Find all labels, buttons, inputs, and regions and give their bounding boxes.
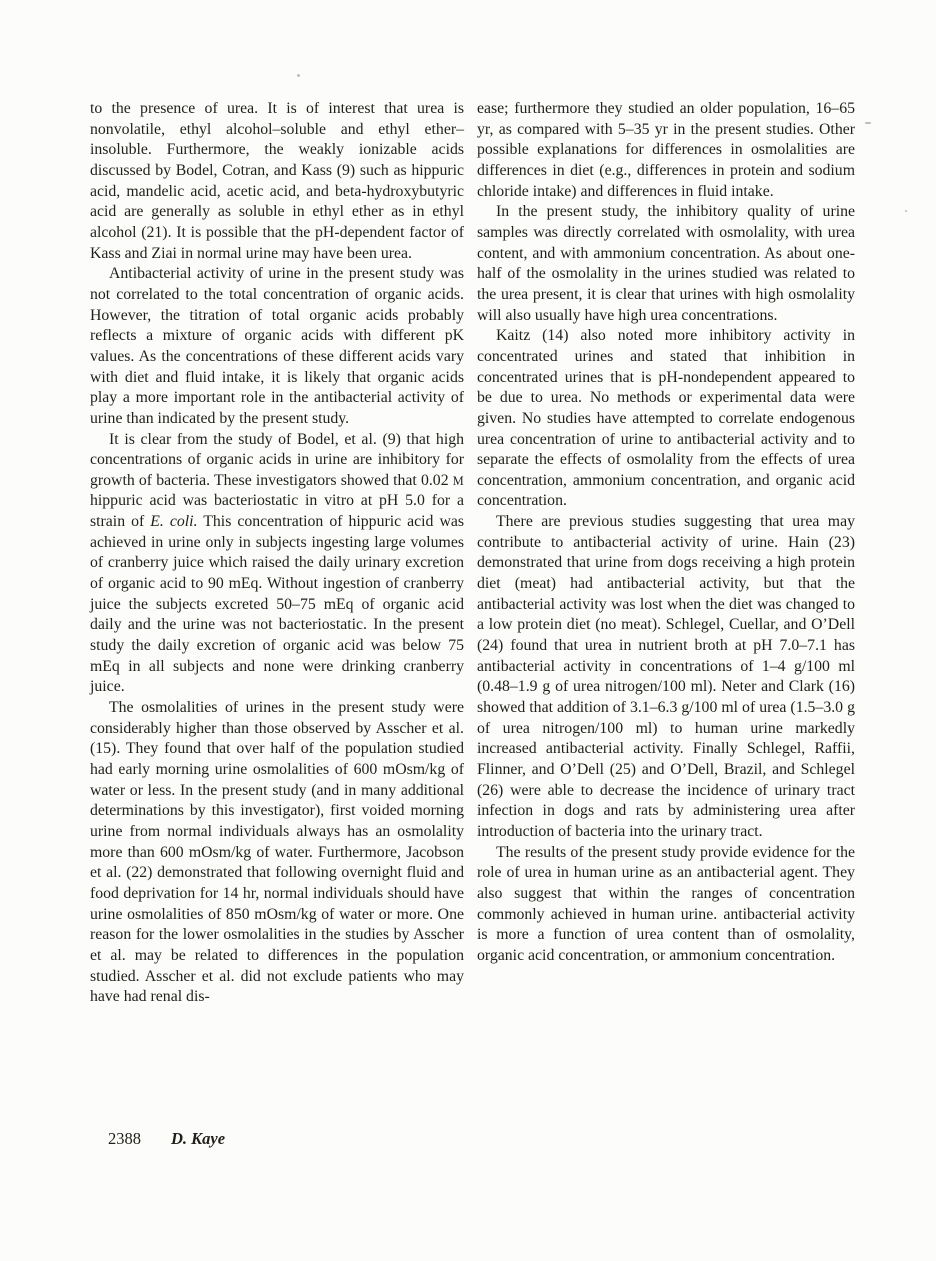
page-number: 2388 (108, 1129, 141, 1148)
paragraph-osmolalities-comparison: The osmolalities of urines in the present study were considerably higher than those observed by Asscher et al. (15). They found that over half of the population studied had early morning urine osmolalities of 600 mOsm/kg of water or less. In the present study (and in many additional determinations by this investigator), first voided morning urine from normal individuals always has an osmolality more than 600 mOsm/kg of water. Furthermore, Jacobson et al. (22) demonstrated that following overnight fluid and food deprivation for 14 hr, normal individuals should have urine osmolalities of 850 mOsm/kg of water or more. One reason for the lower osmolalities in the studies by Asscher et al. may be related to differences in the population studied. Asscher et al. did not exclude patients who may have had renal dis- (90, 699, 464, 1006)
scan-speck (905, 210, 907, 212)
right-column (477, 99, 855, 967)
scan-speck (865, 122, 871, 124)
paragraph-urea-solubility: to the presence of urea. It is of interest that urea is nonvolatile, ethyl alcohol–soluble and ethyl ether–insoluble. Furthermore, the weakly ionizable acids discussed by Bodel, Cotran, and Kass (9) such as hippuric acid, mandelic acid, acetic acid, and beta-hydroxybutyric acid are generally as soluble in ethyl ether as in ethyl alcohol (21). It is possible that the pH-dependent factor of Kass and Ziai in normal urine may have been urea. (90, 100, 464, 262)
scan-speck (297, 74, 300, 77)
running-author: D. Kaye (171, 1129, 226, 1148)
paragraph-study-conclusions: The results of the present study provide evidence for the role of urea in human urine as an antibacterial agent. They also suggest that within the ranges of concentration commonly achieved in human urine. antibacterial activity is more a function of urea content than of osmolality, organic acid concentration, or ammonium concentration. (477, 843, 855, 964)
paragraph-bodel-hippuric-acid (90, 430, 464, 699)
molar-symbol: M (452, 473, 464, 488)
text-run: hippuric acid was bacteriostatic in vitro at pH 5.0 for a strain of (90, 492, 464, 531)
text-run: This concentration of hippuric acid was achieved in urine only in subjects ingesting large volumes of cranberry juice which raised the daily urinary excretion of organic acid to 90 mEq. Without ingestion of cranberry juice the subjects excreted 50–75 mEq of organic acid daily and the urine was not bacteriostatic. In the present study the daily excretion of organic acid was below 75 mEq in all subjects and none were drinking cranberry juice. (90, 513, 465, 696)
paragraph-organic-acid-correlation: Antibacterial activity of urine in the present study was not correlated to the total concentration of organic acids. However, the titration of total organic acids probably reflects a mixture of organic acids with different pK values. As the concentrations of these different acids vary with diet and fluid intake, it is likely that organic acids play a more important role in the antibacterial activity of urine than indicated by the present study. (90, 265, 464, 427)
species-name: E. coli. (150, 513, 198, 531)
text-run: It is clear from the study of Bodel, et al. (9) that high concentrations of organic acids in urine are inhibitory for growth of bacteria. These investigators showed that 0.02 (90, 430, 464, 489)
page-footer (108, 1129, 225, 1149)
paragraph-population-differences: ease; furthermore they studied an older population, 16–65 yr, as compared with 5–35 yr in the present studies. Other possible explanations for differences in osmolalities are differences in diet (e.g., differences in protein and sodium chloride intake) and differences in fluid intake. (477, 100, 855, 200)
paragraph-kaitz-observation: Kaitz (14) also noted more inhibitory activity in concentrated urines and stated that inhibition in concentrated urines that is pH-nondependent appeared to be due to urea. No methods or experimental data were given. No studies have attempted to correlate endogenous urea concentration of urine to antibacterial activity and to separate the effects of osmolality from the effects of urea concentration, ammonium concentration, and organic acid concentration. (477, 327, 855, 510)
paragraph-inhibitory-quality: In the present study, the inhibitory quality of urine samples was directly correlated with osmolality, with urea content, and with ammonium concentration. As about one-half of the osmolality in the urines studied was related to the urea present, it is clear that urines with high osmolality will also usually have high urea concentrations. (477, 203, 855, 324)
paragraph-previous-urea-studies: There are previous studies suggesting that urea may contribute to antibacterial activity of urine. Hain (23) demonstrated that urine from dogs receiving a high protein diet (meat) had antibacterial activity, but that the antibacterial activity was lost when the diet was changed to a low protein diet (no meat). Schlegel, Cuellar, and O’Dell (24) found that urea in nutrient broth at pH 7.0–7.1 has antibacterial activity in concentrations of 1–4 g/100 ml (0.48–1.9 g of urea nitrogen/100 ml). Neter and Clark (16) showed that addition of 3.1–6.3 g/100 ml of urea (1.5–3.0 g of urea nitrogen/100 ml) to human urine markedly increased antibacterial activity. Finally Schlegel, Raffii, Flinner, and O’Dell (25) and O’Dell, Brazil, and Schlegel (26) were able to decrease the incidence of urinary tract infection in dogs and rats by administering urea after introduction of bacteria into the urinary tract. (477, 513, 855, 840)
left-column (90, 99, 464, 1008)
